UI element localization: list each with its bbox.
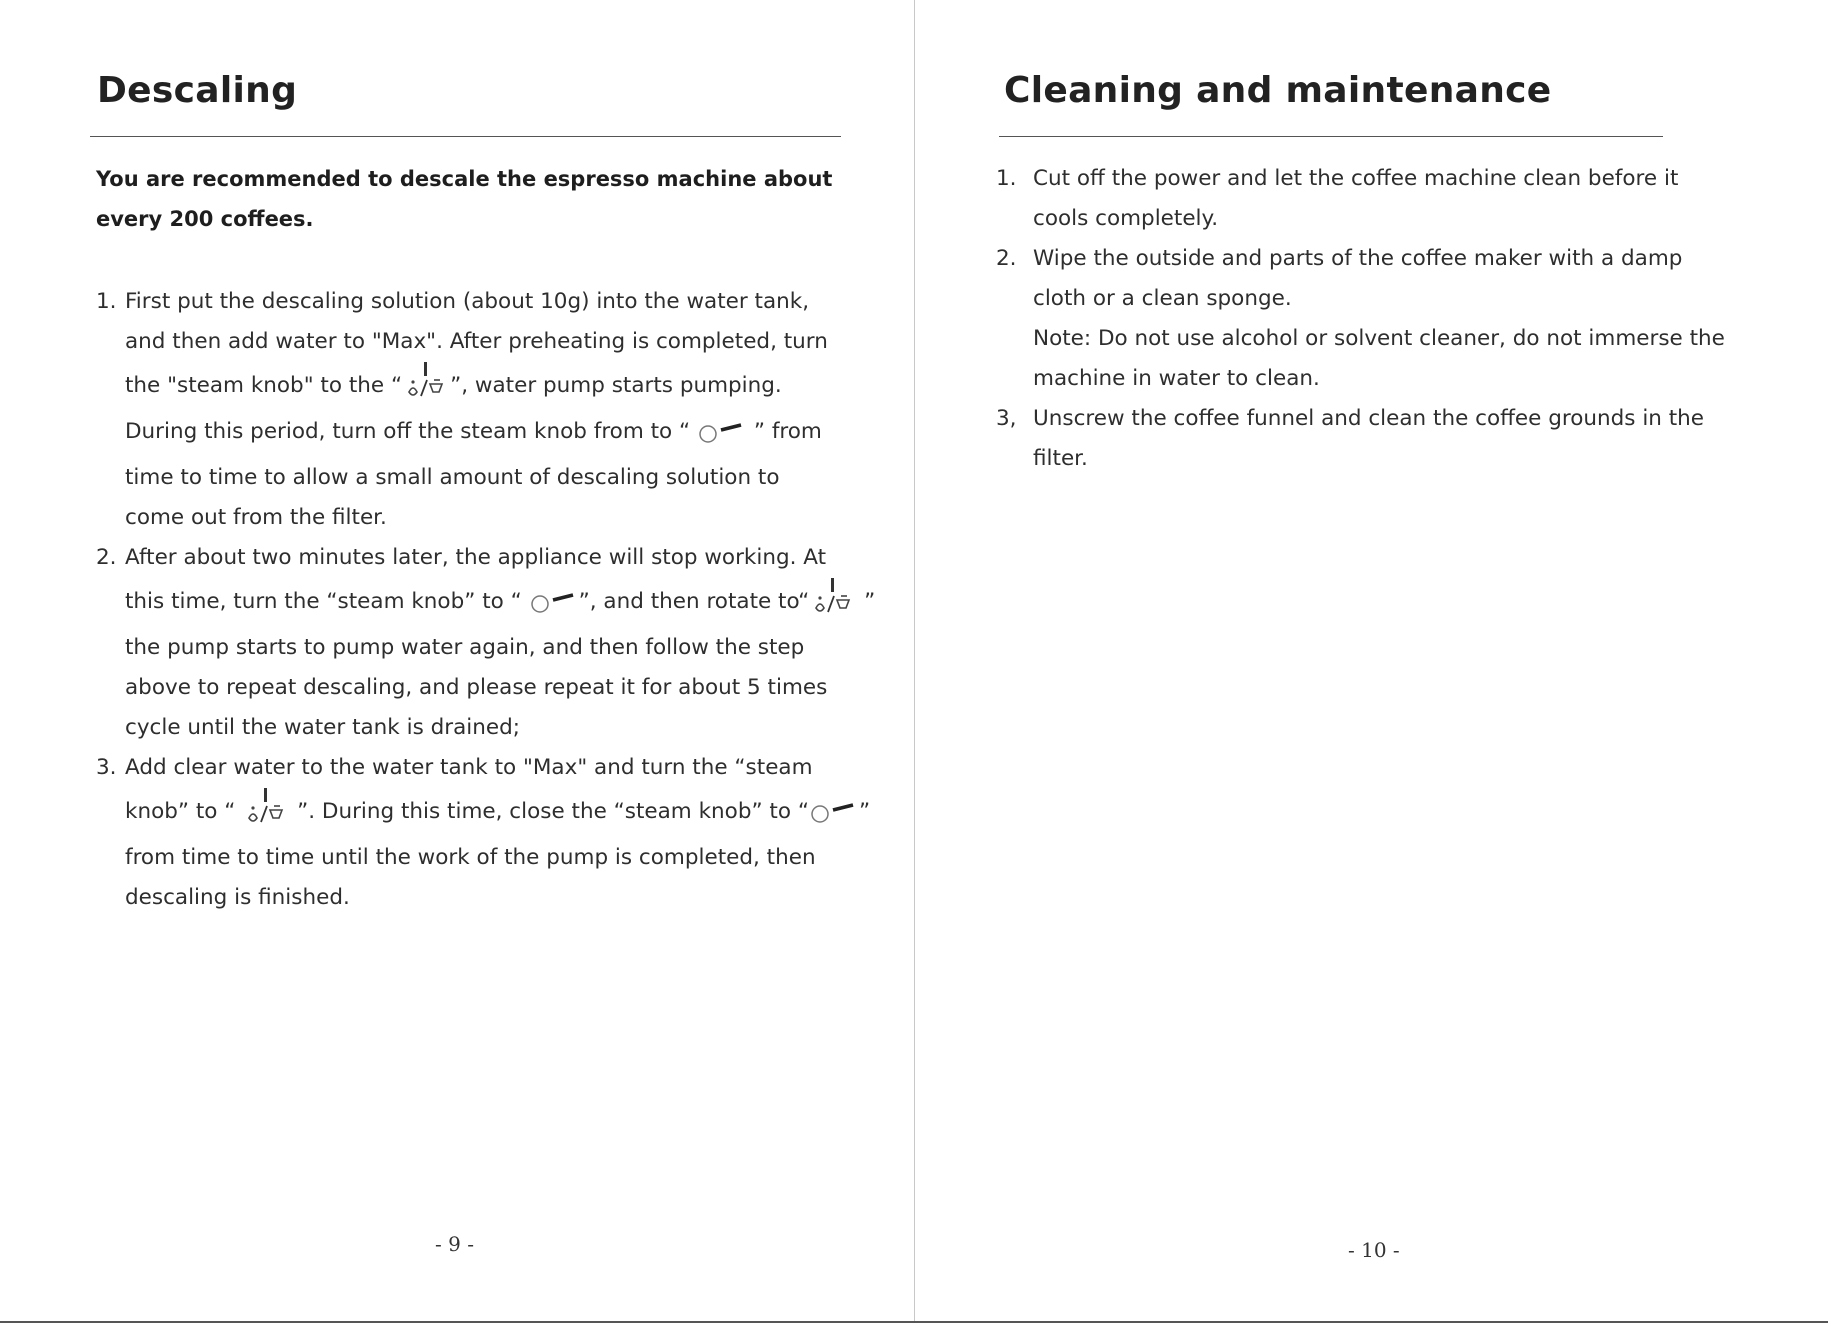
title-divider — [90, 136, 841, 137]
step-text-line: knob” to “ ”. During this time, close the “steam knob” to “ ” — [125, 788, 876, 838]
step-text-line: Cut off the power and let the coffee machine clean before it — [1033, 166, 1679, 191]
step-text-line: First put the descaling solution (about 10g) into the water tank, — [125, 289, 810, 314]
steam-pump-icon — [404, 362, 448, 412]
page-number: - 10 - — [1348, 1238, 1400, 1262]
intro-line: every 200 coffees. — [96, 207, 314, 231]
step-text-line: Wipe the outside and parts of the coffee maker with a damp — [1033, 246, 1683, 271]
step-number: 3, — [996, 406, 1017, 431]
page-spine-divider — [914, 0, 915, 1322]
step-text-line: filter. — [1033, 446, 1088, 471]
step-text-line: and then add water to "Max". After preheating is completed, turn — [125, 329, 828, 354]
step-text-line: Note: Do not use alcohol or solvent cleaner, do not immerse the — [1033, 326, 1725, 351]
step-item — [996, 239, 1796, 399]
step-text-line: cloth or a clean sponge. — [1033, 286, 1292, 311]
step-number: 2. — [96, 545, 117, 570]
page-10 — [916, 0, 1828, 1324]
step-text-line: the pump starts to pump water again, and then follow the step — [125, 635, 805, 660]
step-number: 1. — [96, 289, 117, 314]
intro-line: You are recommended to descale the espresso machine about — [96, 167, 833, 191]
step-text-line: Add clear water to the water tank to "Max" and turn the “steam — [125, 755, 813, 780]
step-text-line: the "steam knob" to the “ ”, water pump starts pumping. — [125, 362, 876, 412]
step-text-line: cycle until the water tank is drained; — [125, 715, 520, 740]
off-position-icon — [531, 588, 577, 628]
step-text-line: machine in water to clean. — [1033, 366, 1320, 391]
off-position-icon — [699, 418, 745, 458]
steam-pump-icon — [244, 788, 288, 838]
descaling-steps — [96, 282, 876, 918]
off-position-icon — [811, 798, 857, 838]
step-number: 1. — [996, 166, 1017, 191]
bottom-border — [0, 1321, 1828, 1323]
step-text-line: above to repeat descaling, and please repeat it for about 5 times — [125, 675, 828, 700]
step-item — [996, 399, 1796, 479]
step-number: 3. — [96, 755, 117, 780]
step-text-line: from time to time until the work of the pump is completed, then — [125, 845, 816, 870]
step-text-line: this time, turn the “steam knob” to “ ”, and then rotate to“ ” — [125, 578, 876, 628]
step-item — [996, 159, 1796, 239]
step-text-line: time to time to allow a small amount of descaling solution to — [125, 465, 780, 490]
step-text-line: descaling is finished. — [125, 885, 350, 910]
step-item — [96, 748, 876, 918]
intro-text — [96, 159, 856, 239]
page-title: Descaling — [97, 70, 298, 111]
step-text-line: During this period, turn off the steam knob from to “ ” from — [125, 412, 876, 458]
step-text-line: cools completely. — [1033, 206, 1219, 231]
step-number: 2. — [996, 246, 1017, 271]
page-title: Cleaning and maintenance — [1004, 70, 1552, 111]
page-number: - 9 - — [435, 1232, 474, 1256]
step-item — [96, 282, 876, 538]
step-text-line: come out from the filter. — [125, 505, 387, 530]
step-text-line: After about two minutes later, the appliance will stop working. At — [125, 545, 827, 570]
title-divider — [999, 136, 1663, 137]
step-text-line: Unscrew the coffee funnel and clean the coffee grounds in the — [1033, 406, 1705, 431]
step-item — [96, 538, 876, 748]
steam-pump-icon — [811, 578, 855, 628]
cleaning-steps — [996, 159, 1796, 479]
